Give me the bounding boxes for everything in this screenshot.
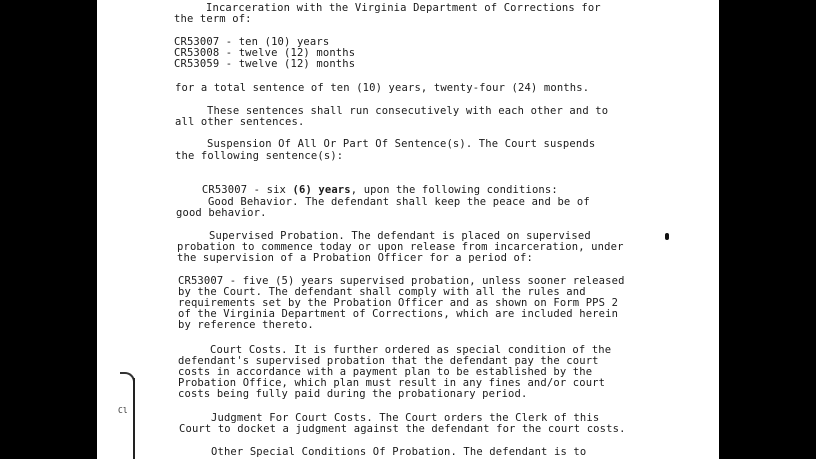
text-line: by reference thereto. <box>178 319 314 331</box>
text-line: all other sentences. <box>175 116 305 128</box>
text-line: Other Special Conditions Of Probation. The defendant is to <box>211 446 587 458</box>
text-line: good behavior. <box>176 207 267 219</box>
text-line: of the Virginia Department of Corrections, which are included herein <box>178 308 619 320</box>
text-line: CR53008 - twelve (12) months <box>174 47 356 59</box>
text-line: Court to docket a judgment against the defendant for the court costs. <box>179 423 626 435</box>
punch-mark <box>665 233 669 240</box>
text-line: the term of: <box>174 13 252 25</box>
text-line: CR53007 - ten (10) years <box>174 36 330 48</box>
text-line: by the Court. The defendant shall comply with all the rules and <box>178 286 586 298</box>
text-run: , upon the following conditions: <box>350 184 558 196</box>
text-run-bold: (6) years <box>292 184 351 196</box>
text-line: Judgment For Court Costs. The Court orders the Clerk of this <box>211 412 600 424</box>
text-line: Supervised Probation. The defendant is placed on supervised <box>209 230 591 242</box>
text-line: Suspension Of All Or Part Of Sentence(s). The Court suspends <box>207 138 596 150</box>
document-page <box>97 0 719 459</box>
text-line: costs in accordance with a payment plan to be established by the <box>178 366 593 378</box>
text-line: Court Costs. It is further ordered as special condition of the <box>210 344 612 356</box>
text-line: the supervision of a Probation Officer for a period of: <box>177 252 533 264</box>
text-run: CR53007 - six <box>201 184 293 196</box>
text-line: the following sentence(s): <box>175 150 344 162</box>
margin-annotation: Cl <box>118 406 128 415</box>
text-line: These sentences shall run consecutively with each other and to <box>207 105 609 117</box>
text-line: Probation Office, which plan must result in any fines and/or court <box>178 377 606 389</box>
text-line: costs being fully paid during the probationary period. <box>178 388 528 400</box>
text-line: Good Behavior. The defendant shall keep the peace and be of <box>208 196 590 208</box>
text-line: CR53007 - five (5) years supervised probation, unless sooner released <box>178 275 625 287</box>
text-line: requirements set by the Probation Officer and as shown on Form PPS 2 <box>178 297 619 309</box>
text-line: probation to commence today or upon release from incarceration, under <box>177 241 624 253</box>
text-line: for a total sentence of ten (10) years, twenty-four (24) months. <box>175 82 590 94</box>
margin-line <box>133 378 135 459</box>
text-line: defendant's supervised probation that the defendant pay the court <box>178 355 599 367</box>
text-line: Incarceration with the Virginia Department of Corrections for <box>206 2 601 14</box>
text-line: CR53059 - twelve (12) months <box>174 58 356 70</box>
